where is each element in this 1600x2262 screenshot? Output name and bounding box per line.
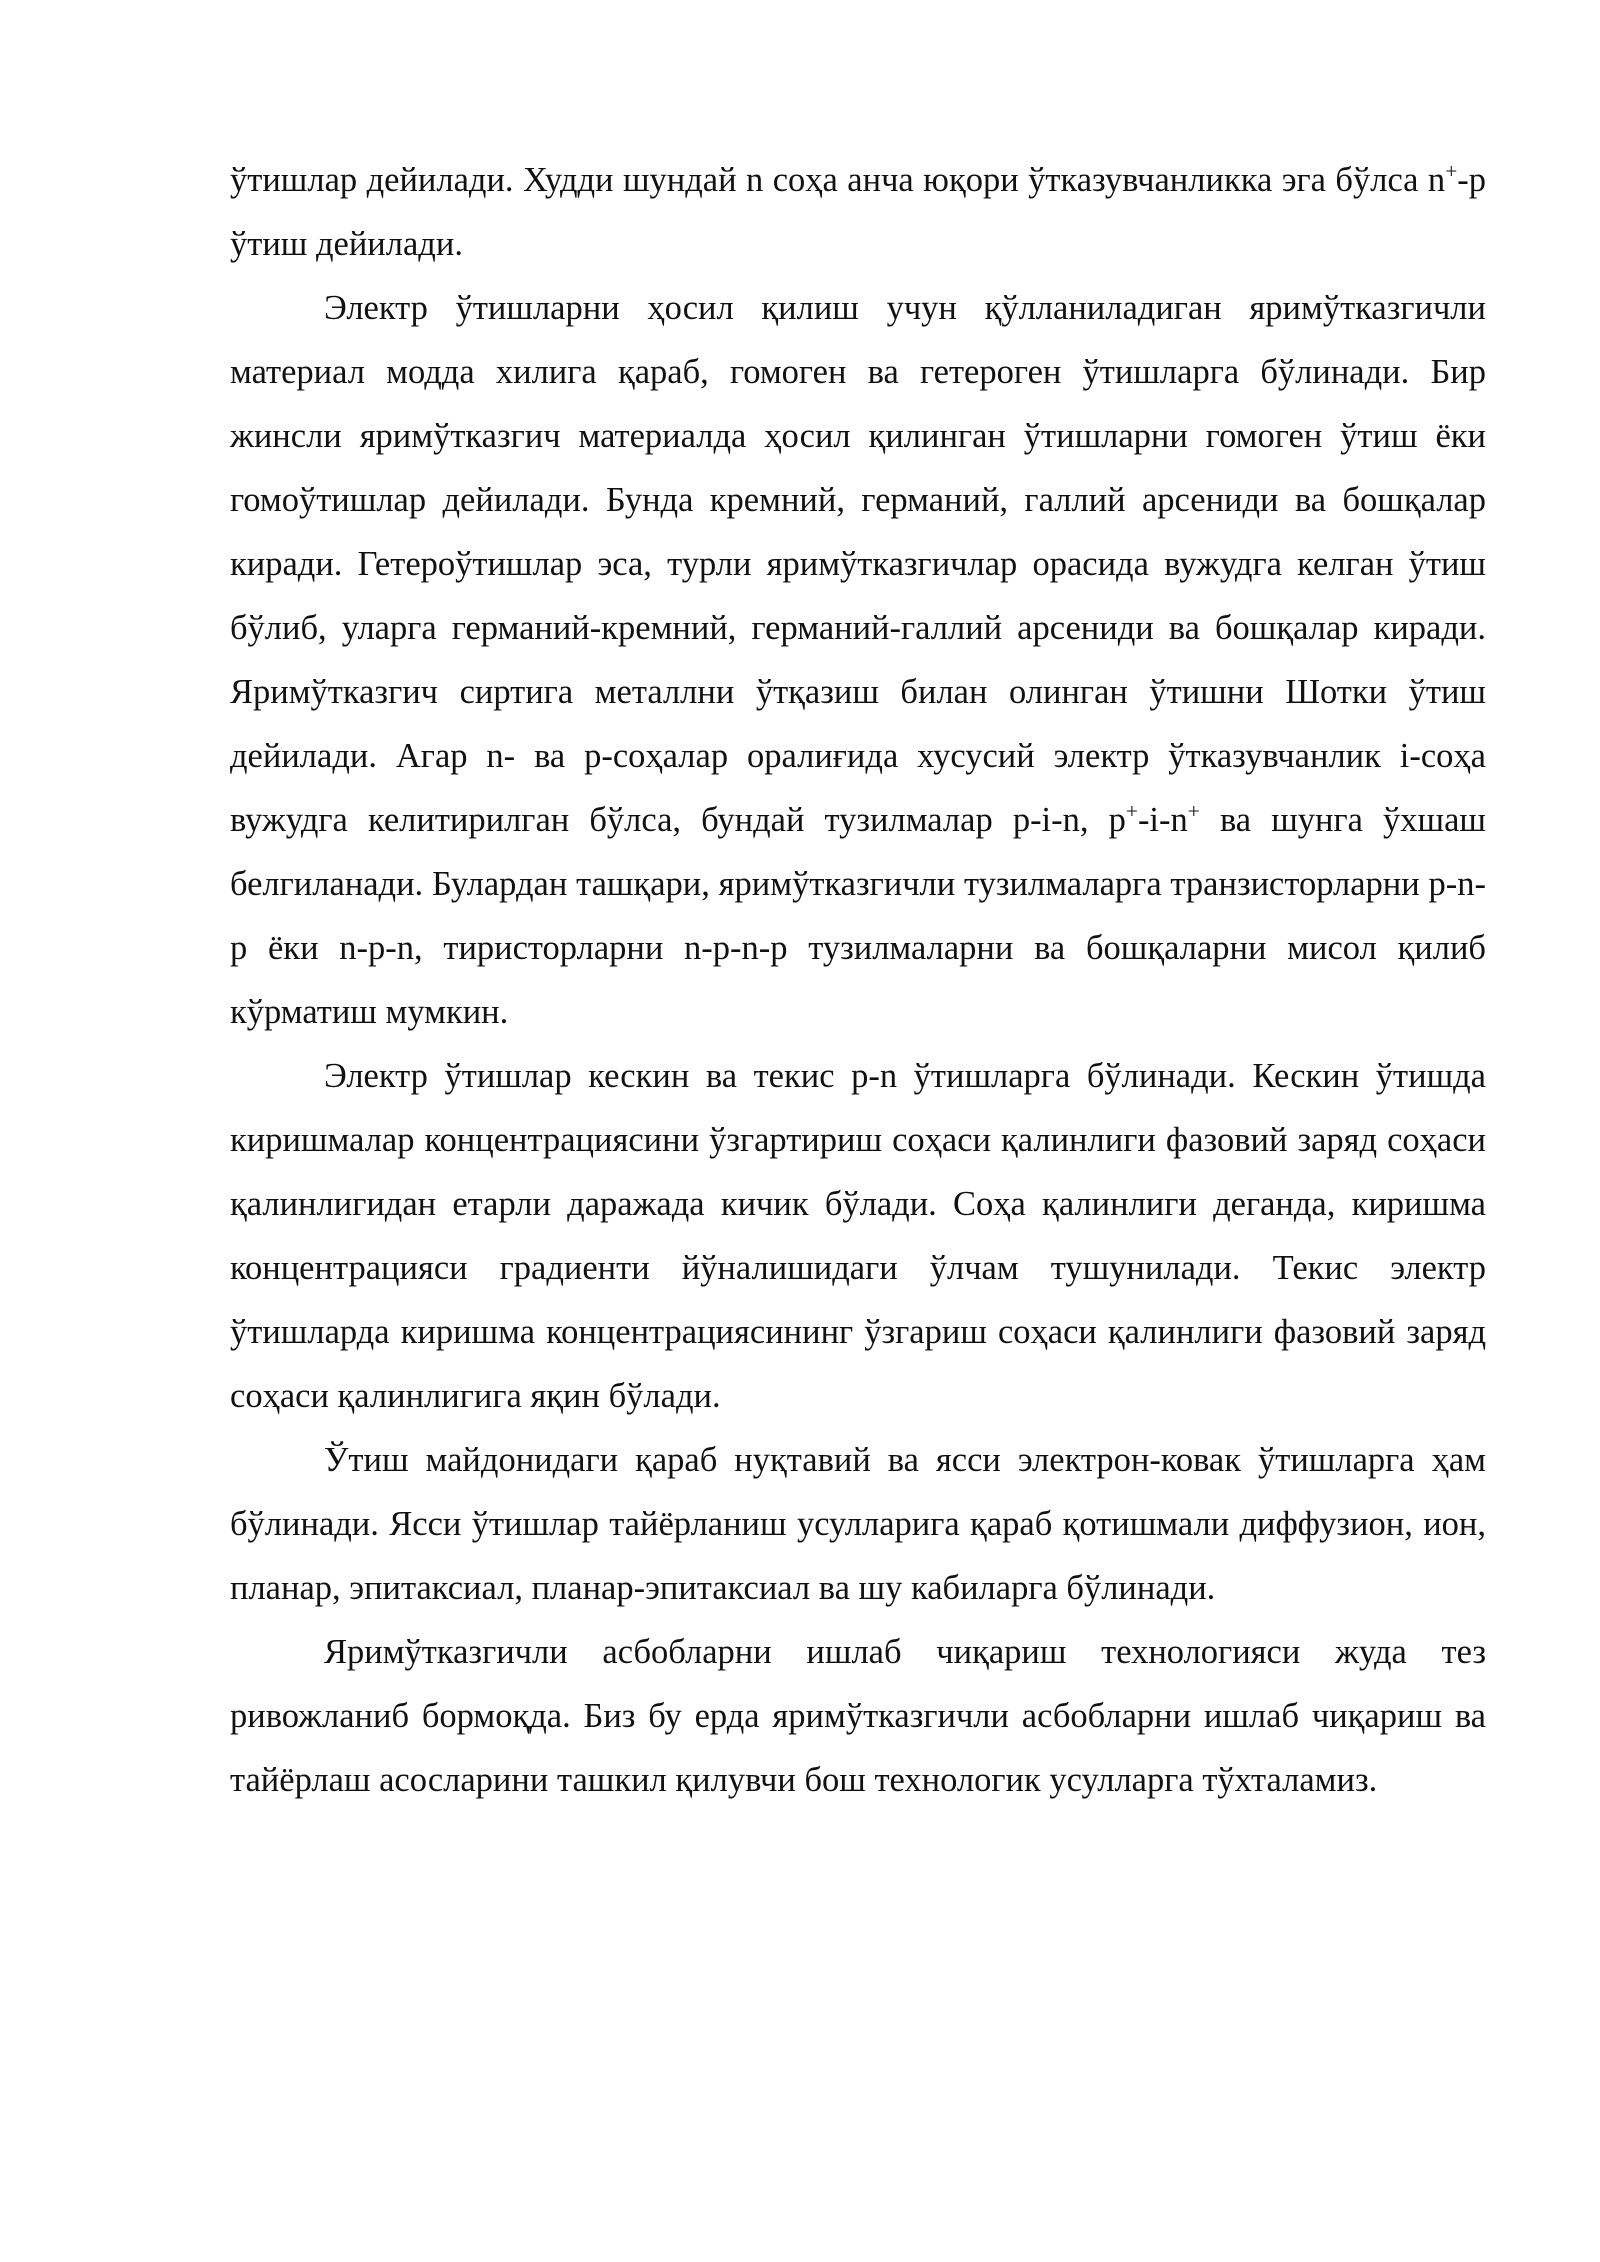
paragraph-text: -р ўтиш дейилади.	[230, 161, 1486, 263]
paragraph-text: Электр ўтишларни ҳосил қилиш учун қўлланиладиган яримўтказгичли материал модда хилига қараб, гомоген ва гетероген ўтишларга бўлинади. Бир жинсли яримўтказгич материалда ҳосил қилинган ўтишларни гомоген ўтиш ёки гомоўтишлар дейилади. Бунда кремний, германий, галлий арсениди ва бошқалар киради. Гетероўтишлар эса, турли яримўтказгичлар орасида вужудга келган ўтиш бўлиб, уларга германий-кремний, германий-галлий арсениди ва бошқалар киради. Яримўтказгич сиртига металлни ўтқазиш билан олинган ўтишни Шотки ўтиш дейилади. Агар n- ва р-соҳалар оралиғида хусусий электр ўтказувчанлик i-соҳа вужудга келитирилган бўлса, бундай тузилмалар p-i-n, p	[230, 289, 1486, 839]
paragraph-text: Яримўтказгичли асбобларни ишлаб чиқариш технологияси жуда тез ривожланиб бормоқда. Биз бу ерда яримўтказгичли асбобларни ишлаб чиқариш ва тайёрлаш асосларини ташкил қилувчи бош технологик усулларга тўхталамиз.	[230, 1633, 1486, 1799]
paragraph-3	[230, 1044, 1486, 1428]
paragraph-text: Электр ўтишлар кескин ва текис p-n ўтишларга бўлинади. Кескин ўтишда киришмалар концентрациясини ўзгартириш соҳаси қалинлиги фазовий заряд соҳаси қалинлигидан етарли даражада кичик бўлади. Соҳа қалинлиги деганда, киришма концентрацияси градиенти йўналишидаги ўлчам тушунилади. Текис электр ўтишларда киришма концентрациясининг ўзгариш соҳаси қалинлиги фазовий заряд соҳаси қалинлигига яқин бўлади.	[230, 1057, 1486, 1415]
paragraph-1	[230, 148, 1486, 276]
paragraph-text: -i-n	[1137, 801, 1188, 839]
paragraph-2	[230, 276, 1486, 1044]
superscript-plus: +	[1445, 158, 1458, 183]
paragraph-text: ўтишлар дейилади. Худди шундай n соҳа анча юқори ўтказувчанликка эга бўлса n	[230, 161, 1446, 199]
document-body	[230, 148, 1486, 1812]
paragraph-text: ва шунга ўхшаш белгиланади. Булардан ташқари, яримўтказгичли тузилмаларга транзисторларни p-n-p ёки n-p-n, тиристорларни n-p-n-p тузилмаларни ва бошқаларни мисол қилиб кўрматиш мумкин.	[230, 801, 1486, 1031]
superscript-plus: +	[1187, 798, 1200, 823]
paragraph-4	[230, 1428, 1486, 1620]
paragraph-5	[230, 1620, 1486, 1812]
paragraph-text: Ўтиш майдонидаги қараб нуқтавий ва ясси электрон-ковак ўтишларга ҳам бўлинади. Ясси ўтишлар тайёрланиш усулларига қараб қотишмали диффузион, ион, планар, эпитаксиал, планар-эпитаксиал ва шу кабиларга бўлинади.	[230, 1441, 1486, 1607]
superscript-plus: +	[1125, 798, 1138, 823]
